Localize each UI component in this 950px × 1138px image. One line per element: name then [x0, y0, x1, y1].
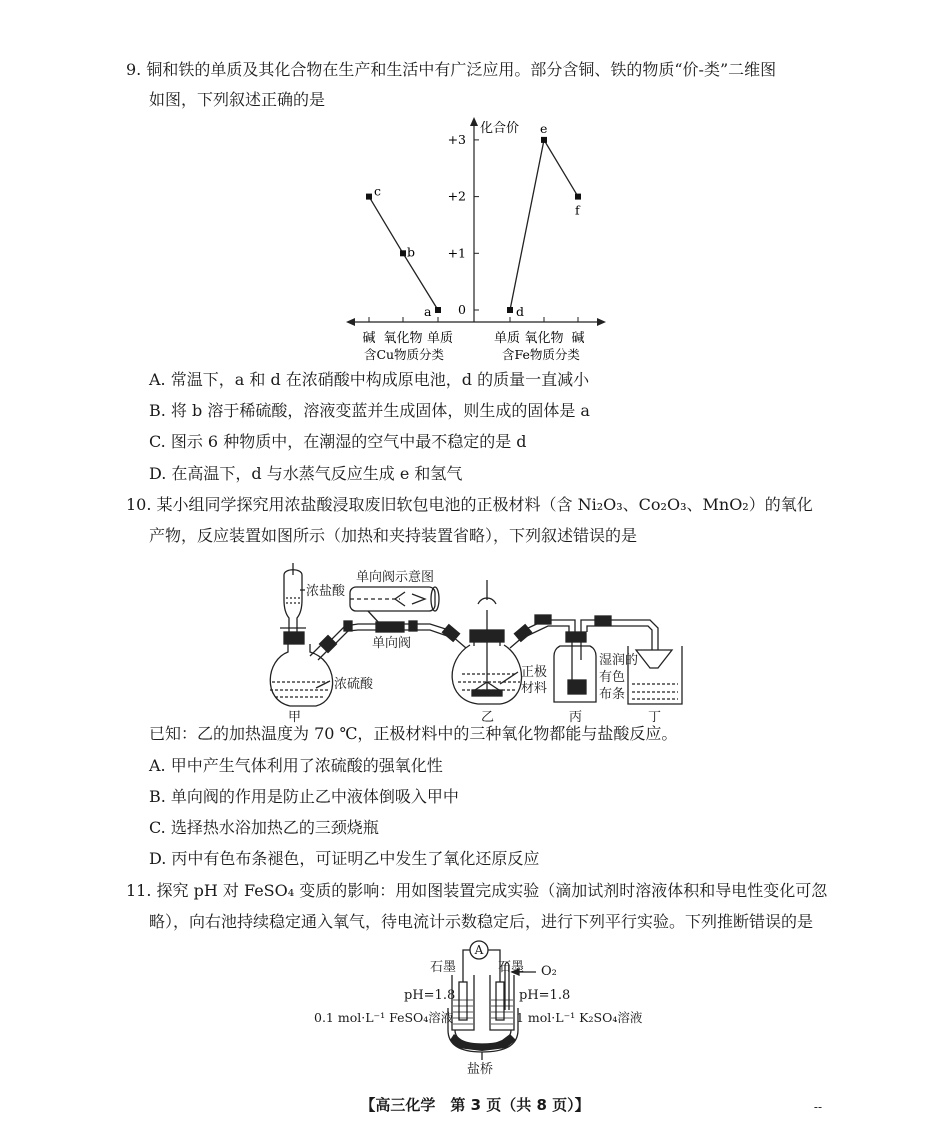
y-tick-label: +2 [447, 188, 466, 204]
fe-cat-oxide: 氧化物 [524, 331, 564, 346]
label-cathode: 正极 材料 [521, 665, 548, 696]
q10-option-b: B. 单向阀的作用是防止乙中液体倒吸入甲中 [149, 787, 459, 806]
y-tick-label: +3 [447, 131, 466, 147]
label-right-ph: pH=1.8 [519, 988, 571, 1003]
q10-option-c: C. 选择热水浴加热乙的三颈烧瓶 [149, 818, 379, 837]
point-label-f: f [575, 202, 580, 218]
label-right-solution: 1 mol·L⁻¹ K₂SO₄溶液 [516, 1010, 643, 1025]
left-wire [463, 950, 470, 982]
q9-option-c: C. 图示 6 种物质中，在潮湿的空气中最不稳定的是 d [149, 432, 527, 451]
cu-cat-element: 单质 [426, 331, 454, 346]
q9-option-b: B. 将 b 溶于稀硫酸，溶液变蓝并生成固体，则生成的固体是 a [149, 401, 590, 420]
label-o2: O₂ [541, 964, 557, 979]
label-yi: 乙 [481, 710, 495, 725]
q10-option-a: A. 甲中产生气体利用了浓硫酸的强氧化性 [149, 756, 443, 775]
q10-known: 已知：乙的加热温度为 70 ℃，正极材料中的三种氧化物都能与盐酸反应。 [149, 724, 678, 743]
label-valve-title: 单向阀示意图 [356, 570, 435, 585]
label-salt-bridge: 盐桥 [467, 1062, 494, 1077]
ammeter-label: A [474, 943, 484, 957]
fe-cat-base: 碱 [571, 331, 585, 346]
q9-stem-line2: 如图，下列叙述正确的是 [149, 90, 326, 109]
label-left-graphite: 石墨 [430, 960, 457, 975]
q9-option-a: A. 常温下，a 和 d 在浓硝酸中构成原电池，d 的质量一直减小 [149, 370, 590, 389]
point-label-a: a [424, 304, 432, 319]
label-conc-h2so4: 浓硫酸 [334, 677, 374, 692]
y-tick-label: 0 [458, 302, 466, 317]
label-wet-cloth: 湿润的 有色 布条 [599, 653, 639, 702]
y-axis-label: 化合价 [480, 121, 520, 136]
point-label-b: b [407, 244, 416, 260]
q10-option-d: D. 丙中有色布条褪色，可证明乙中发生了氧化还原反应 [149, 849, 540, 868]
q11-stem-line1: 11. 探究 pH 对 FeSO₄ 变质的影响：用如图装置完成实验（滴加试剂时溶液体积和导电性变化可忽 [126, 881, 828, 900]
cu-cat-oxide: 氧化物 [383, 331, 423, 346]
label-conc-hcl: 浓盐酸 [306, 584, 346, 599]
q9-stem-line1: 9. 铜和铁的单质及其化合物在生产和生活中有广泛应用。部分含铜、铁的物质“价-类”二维图 [126, 60, 777, 79]
q11-stem-line2: 略），向右池持续稳定通入氧气，待电流计示数稳定后，进行下列平行实验。下列推断错误的是 [149, 912, 814, 931]
label-bing: 丙 [569, 710, 583, 725]
q10-stem-line2: 产物，反应装置如图所示（加热和夹持装置省略），下列叙述错误的是 [149, 526, 638, 545]
label-ding: 丁 [648, 710, 662, 725]
label-one-way-valve: 单向阀 [372, 636, 412, 651]
left-graphite-electrode [459, 982, 467, 1020]
label-left-solution: 0.1 mol·L⁻¹ FeSO₄溶液 [314, 1010, 454, 1025]
cu-cat-base: 碱 [362, 331, 376, 346]
cu-axis-label: 含Cu物质分类 [363, 347, 445, 362]
page-footer: 【高三化学 第 3 页（共 8 页）】 [360, 1096, 590, 1114]
point-label-d: d [516, 304, 525, 319]
label-jia: 甲 [288, 710, 302, 725]
q9-option-d: D. 在高温下，d 与水蒸气反应生成 e 和氢气 [149, 464, 463, 483]
corner-mark: -- [813, 1100, 822, 1114]
fe-axis-label: 含Fe物质分类 [502, 347, 580, 362]
right-graphite-electrode [496, 982, 504, 1020]
label-right-graphite: 石墨 [498, 960, 525, 975]
q10-stem-line1: 10. 某小组同学探究用浓盐酸浸取废旧软包电池的正极材料（含 Ni₂O₃、Co₂O₃、MnO₂）的氧化 [126, 495, 813, 514]
label-left-ph: pH=1.8 [404, 988, 456, 1003]
point-label-c: c [374, 183, 382, 199]
point-label-e: e [540, 120, 548, 136]
fe-cat-element: 单质 [493, 331, 521, 346]
y-tick-label: +1 [447, 245, 466, 261]
